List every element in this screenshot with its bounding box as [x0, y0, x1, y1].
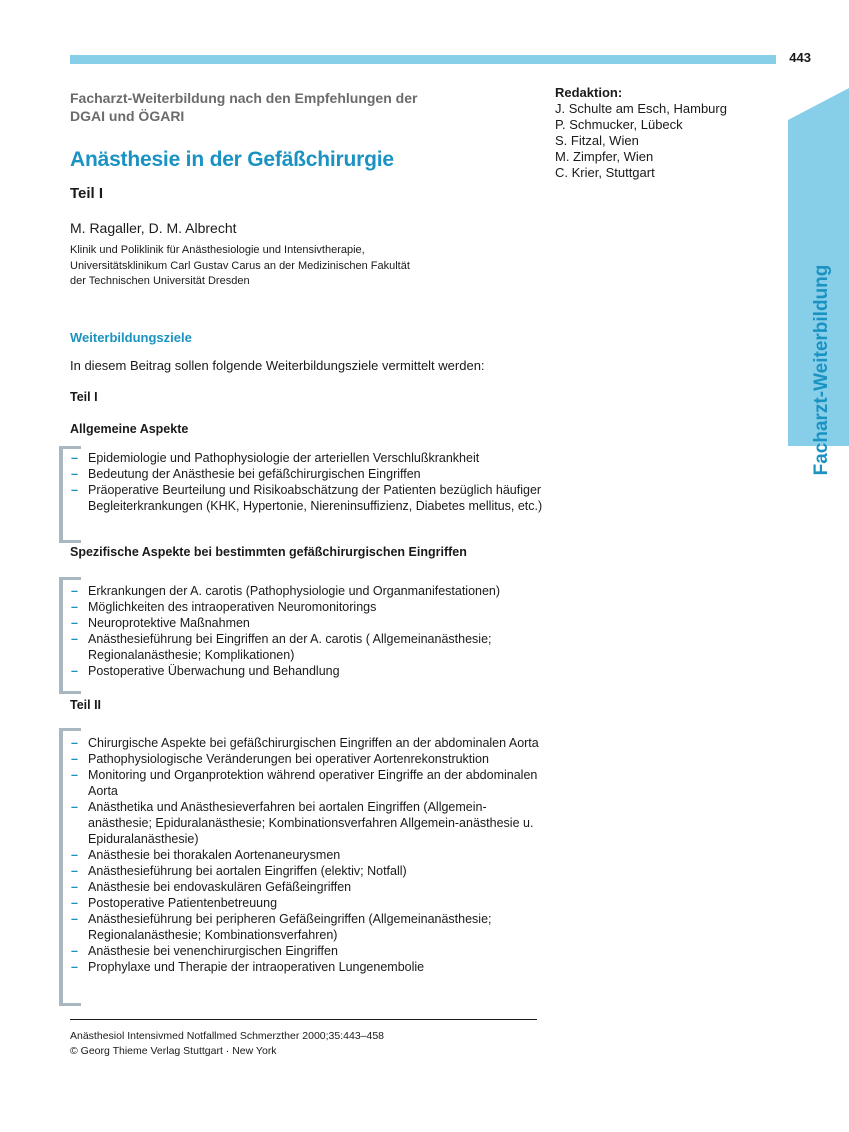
dash-bullet-icon: –	[71, 451, 78, 465]
side-tab-label: Facharzt-Weiterbildung	[811, 264, 832, 476]
list-item-text: Chirurgische Aspekte bei gefäßchirurgischen Eingriffen an der abdominalen Aorta	[88, 736, 539, 750]
authors: M. Ragaller, D. M. Albrecht	[70, 220, 237, 236]
list-item-text: Anästhesieführung bei aortalen Eingriffen (elektiv; Notfall)	[88, 864, 407, 878]
list-item	[71, 863, 543, 879]
dash-bullet-icon: –	[71, 912, 78, 926]
dash-bullet-icon: –	[71, 880, 78, 894]
dash-bullet-icon: –	[71, 944, 78, 958]
dash-bullet-icon: –	[71, 600, 78, 614]
part2-label: Teil II	[70, 698, 102, 712]
list-item-text: Anästhesieführung bei Eingriffen an der A. carotis ( Allgemeinanästhesie; Regionalanästhesie; Komplikationen)	[88, 632, 492, 662]
dash-bullet-icon: –	[71, 664, 78, 678]
list-item	[71, 767, 543, 799]
affiliation-line: Klinik und Poliklinik für Anästhesiologie und Intensivtherapie,	[70, 244, 365, 256]
editors-block	[555, 85, 727, 181]
part2-list	[63, 735, 543, 975]
list-item	[71, 799, 543, 847]
affiliation	[70, 243, 490, 290]
editor-name: S. Fitzal, Wien	[555, 133, 639, 148]
part1-label: Teil I	[70, 390, 98, 404]
list-item-text: Anästhesieführung bei peripheren Gefäßeingriffen (Allgemeinanästhesie; Regionalanästhesie; Kombinationsverfahren)	[88, 912, 492, 942]
list-item-text: Erkrankungen der A. carotis (Pathophysiologie und Organmanifestationen)	[88, 584, 501, 598]
list-item	[71, 911, 543, 943]
list-item-text: Möglichkeiten des intraoperativen Neuromonitorings	[88, 600, 377, 614]
list-item	[71, 466, 543, 482]
list-item	[71, 847, 543, 863]
dash-bullet-icon: –	[71, 848, 78, 862]
dash-bullet-icon: –	[71, 616, 78, 630]
list-item	[71, 482, 543, 514]
list-item-text: Pathophysiologische Veränderungen bei operativer Aortenrekonstruktion	[88, 752, 489, 766]
citation: Anästhesiol Intensivmed Notfallmed Schmerzther 2000;35:443–458	[70, 1030, 385, 1042]
specific-heading: Spezifische Aspekte bei bestimmten gefäßchirurgischen Eingriffen	[70, 545, 467, 559]
specific-list	[63, 583, 543, 679]
list-item	[71, 663, 543, 679]
list-item	[71, 735, 543, 751]
footer	[70, 1029, 384, 1059]
dash-bullet-icon: –	[71, 752, 78, 766]
list-item	[71, 599, 543, 615]
editor-name: M. Zimpfer, Wien	[555, 149, 654, 164]
list-item-text: Anästhesie bei endovaskulären Gefäßeingriffen	[88, 880, 352, 894]
list-item-text: Anästhesie bei thorakalen Aortenaneurysmen	[88, 848, 341, 862]
series-title: Facharzt-Weiterbildung nach den Empfehlungen der DGAI und ÖGARI	[70, 90, 418, 124]
list-item-text: Prophylaxe und Therapie der intraoperativen Lungenembolie	[88, 960, 425, 974]
general-list-box	[59, 446, 543, 543]
list-item-text: Anästhetika und Anästhesieverfahren bei aortalen Eingriffen (Allgemein-anästhesie; Epiduralanästhesie; Kombinationsverfahren Allgemein-anästhesie u. Epiduralanästhesie)	[88, 800, 534, 846]
editor-name: C. Krier, Stuttgart	[555, 165, 655, 180]
list-item	[71, 583, 543, 599]
list-item-text: Monitoring und Organprotektion während operativer Eingriffe an der abdominalen Aorta	[88, 768, 538, 798]
list-item-text: Präoperative Beurteilung und Risikoabschätzung der Patienten bezüglich häufiger Begleiterkrankungen (KHK, Hypertonie, Niereninsuffizienz, Diabetes mellitus, etc.)	[88, 483, 543, 513]
dash-bullet-icon: –	[71, 483, 78, 497]
general-heading: Allgemeine Aspekte	[70, 422, 189, 436]
list-item	[71, 631, 543, 663]
dash-bullet-icon: –	[71, 467, 78, 481]
list-item	[71, 751, 543, 767]
editor-name: P. Schmucker, Lübeck	[555, 117, 683, 132]
editor-name: J. Schulte am Esch, Hamburg	[555, 101, 727, 116]
header-bar	[70, 55, 776, 64]
list-item	[71, 895, 543, 911]
affiliation-line: der Technischen Universität Dresden	[70, 275, 250, 287]
list-item-text: Postoperative Überwachung und Behandlung	[88, 664, 340, 678]
specific-list-box	[59, 577, 543, 694]
page-number: 443	[789, 50, 811, 65]
dash-bullet-icon: –	[71, 584, 78, 598]
list-item-text: Bedeutung der Anästhesie bei gefäßchirurgischen Eingriffen	[88, 467, 421, 481]
list-item	[71, 879, 543, 895]
article-part: Teil I	[70, 185, 104, 202]
general-list	[63, 450, 543, 514]
dash-bullet-icon: –	[71, 864, 78, 878]
list-item	[71, 943, 543, 959]
dash-bullet-icon: –	[71, 768, 78, 782]
dash-bullet-icon: –	[71, 632, 78, 646]
footer-rule	[70, 1019, 537, 1020]
list-item	[71, 959, 543, 975]
editors-label: Redaktion:	[555, 85, 623, 100]
list-item-text: Postoperative Patientenbetreuung	[88, 896, 278, 910]
part2-list-box	[59, 728, 543, 1006]
list-item-text: Neuroprotektive Maßnahmen	[88, 616, 250, 630]
copyright: © Georg Thieme Verlag Stuttgart · New York	[70, 1045, 277, 1057]
list-item	[71, 450, 543, 466]
list-item-text: Anästhesie bei venenchirurgischen Eingriffen	[88, 944, 338, 958]
list-item-text: Epidemiologie und Pathophysiologie der arteriellen Verschlußkrankheit	[88, 451, 480, 465]
affiliation-line: Universitätsklinikum Carl Gustav Carus an der Medizinischen Fakultät	[70, 259, 410, 272]
section-heading: Weiterbildungsziele	[70, 330, 192, 345]
dash-bullet-icon: –	[71, 896, 78, 910]
article-title: Anästhesie in der Gefäßchirurgie	[70, 148, 394, 171]
intro-text: In diesem Beitrag sollen folgende Weiterbildungsziele vermittelt werden:	[70, 358, 485, 373]
list-item	[71, 615, 543, 631]
dash-bullet-icon: –	[71, 960, 78, 974]
dash-bullet-icon: –	[71, 800, 78, 814]
dash-bullet-icon: –	[71, 736, 78, 750]
